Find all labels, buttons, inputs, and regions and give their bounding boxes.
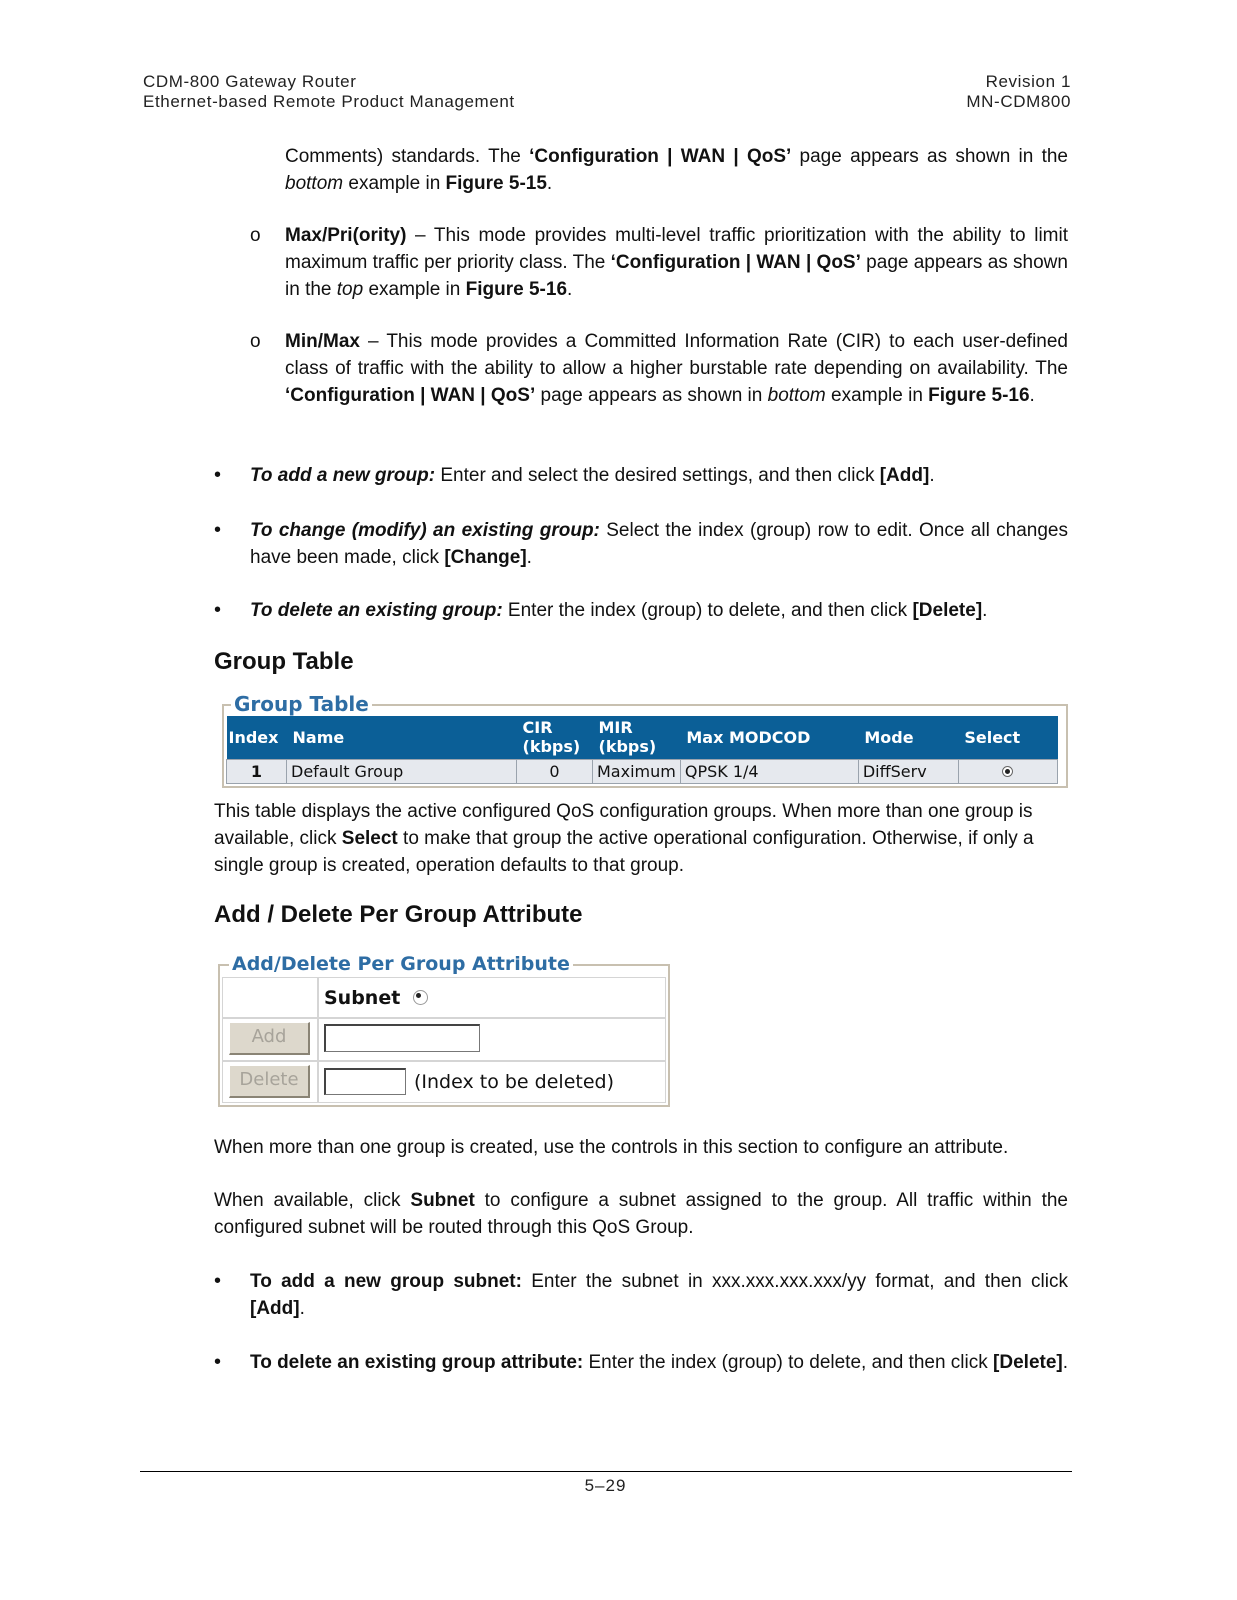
group-table-heading: Group Table (214, 648, 354, 675)
subnet-label: Subnet (324, 987, 401, 1009)
col-cir: CIR (kbps) (517, 716, 593, 759)
sub-bullet-mark: o (250, 225, 261, 246)
bullet-add-subnet: To add a new group subnet: Enter the subnet in xxx.xxx.xxx.xxx/yy format, and then click [Add]. (250, 1271, 1068, 1319)
row-index: 1 (227, 759, 287, 783)
attr-description-2: When available, click Subnet to configure a subnet assigned to the group. All traffic within the configured subnet will be routed through this QoS Group. (214, 1190, 1068, 1238)
add-button[interactable]: Add (229, 1022, 310, 1055)
delete-index-input[interactable] (324, 1068, 406, 1095)
table-row[interactable] (227, 759, 1058, 783)
group-table-legend: Group Table (231, 692, 372, 716)
row-modcod: QPSK 1/4 (680, 759, 858, 783)
col-name: Name (287, 716, 517, 759)
col-mode: Mode (858, 716, 958, 759)
index-hint: (Index to be deleted) (414, 1071, 614, 1093)
minmax-paragraph: Min/Max – This mode provides a Committed Information Rate (CIR) to each user-defined class of traffic with the ability to allow a higher burstable rate depending on availability. The ‘Configuration | WAN | QoS’ page appears as shown in bottom example in Figure 5-16. (285, 331, 1068, 406)
select-radio[interactable] (1002, 766, 1013, 777)
sub-bullet-mark: o (250, 331, 261, 352)
group-table-description: This table displays the active configured QoS configuration groups. When more than one group is available, click Select to make that group the active operational configuration. Otherwise, if only a single group is created, operation defaults to that group. (214, 801, 1034, 876)
subnet-input[interactable] (324, 1024, 480, 1052)
delete-button[interactable]: Delete (229, 1065, 310, 1098)
bullet-icon: • (214, 1351, 222, 1373)
row-name: Default Group (287, 759, 517, 783)
col-index: Index (227, 716, 287, 759)
subnet-radio[interactable] (413, 990, 428, 1005)
bullet-icon: • (214, 464, 222, 486)
col-select: Select (958, 716, 1057, 759)
footer-rule (140, 1471, 1072, 1472)
page-number: 5–29 (584, 1476, 627, 1495)
row-select (958, 759, 1057, 783)
attr-description-1: When more than one group is created, use the controls in this section to configure an attribute. (214, 1137, 1009, 1158)
bullet-icon: • (214, 519, 222, 541)
bullet-icon: • (214, 599, 222, 621)
row-mode: DiffServ (858, 759, 958, 783)
group-table (226, 716, 1058, 784)
header-doc-number: MN-CDM800 (966, 92, 1071, 111)
attr-heading: Add / Delete Per Group Attribute (214, 901, 583, 928)
bullet-add-group: To add a new group: Enter and select the desired settings, and then click [Add]. (250, 465, 935, 486)
maxpri-paragraph: Max/Pri(ority) – This mode provides multi-level traffic prioritization with the ability to limit maximum traffic per priority class. The ‘Configuration | WAN | QoS’ page appears as shown in the top example in Figure 5-16. (285, 225, 1068, 300)
header-section: Ethernet-based Remote Product Management (143, 92, 515, 111)
row-cir: 0 (517, 759, 593, 783)
header-right (966, 72, 1071, 112)
attr-legend: Add/Delete Per Group Attribute (229, 953, 573, 975)
header-product: CDM-800 Gateway Router (143, 72, 357, 91)
bullet-delete-attribute: To delete an existing group attribute: Enter the index (group) to delete, and then click [Delete]. (250, 1352, 1069, 1373)
row-mir: Maximum (593, 759, 681, 783)
intro-paragraph: Comments) standards. The ‘Configuration | WAN | QoS’ page appears as shown in the bottom example in Figure 5-15. (285, 146, 1068, 194)
header-revision: Revision 1 (985, 72, 1071, 91)
col-max-modcod: Max MODCOD (680, 716, 858, 759)
bullet-icon: • (214, 1270, 222, 1292)
bullet-change-group: To change (modify) an existing group: Select the index (group) row to edit. Once all changes have been made, click [Change]. (250, 520, 1068, 568)
bullet-delete-group: To delete an existing group: Enter the index (group) to delete, and then click [Delete]. (250, 600, 988, 621)
col-mir: MIR (kbps) (593, 716, 681, 759)
header-left (143, 72, 515, 112)
